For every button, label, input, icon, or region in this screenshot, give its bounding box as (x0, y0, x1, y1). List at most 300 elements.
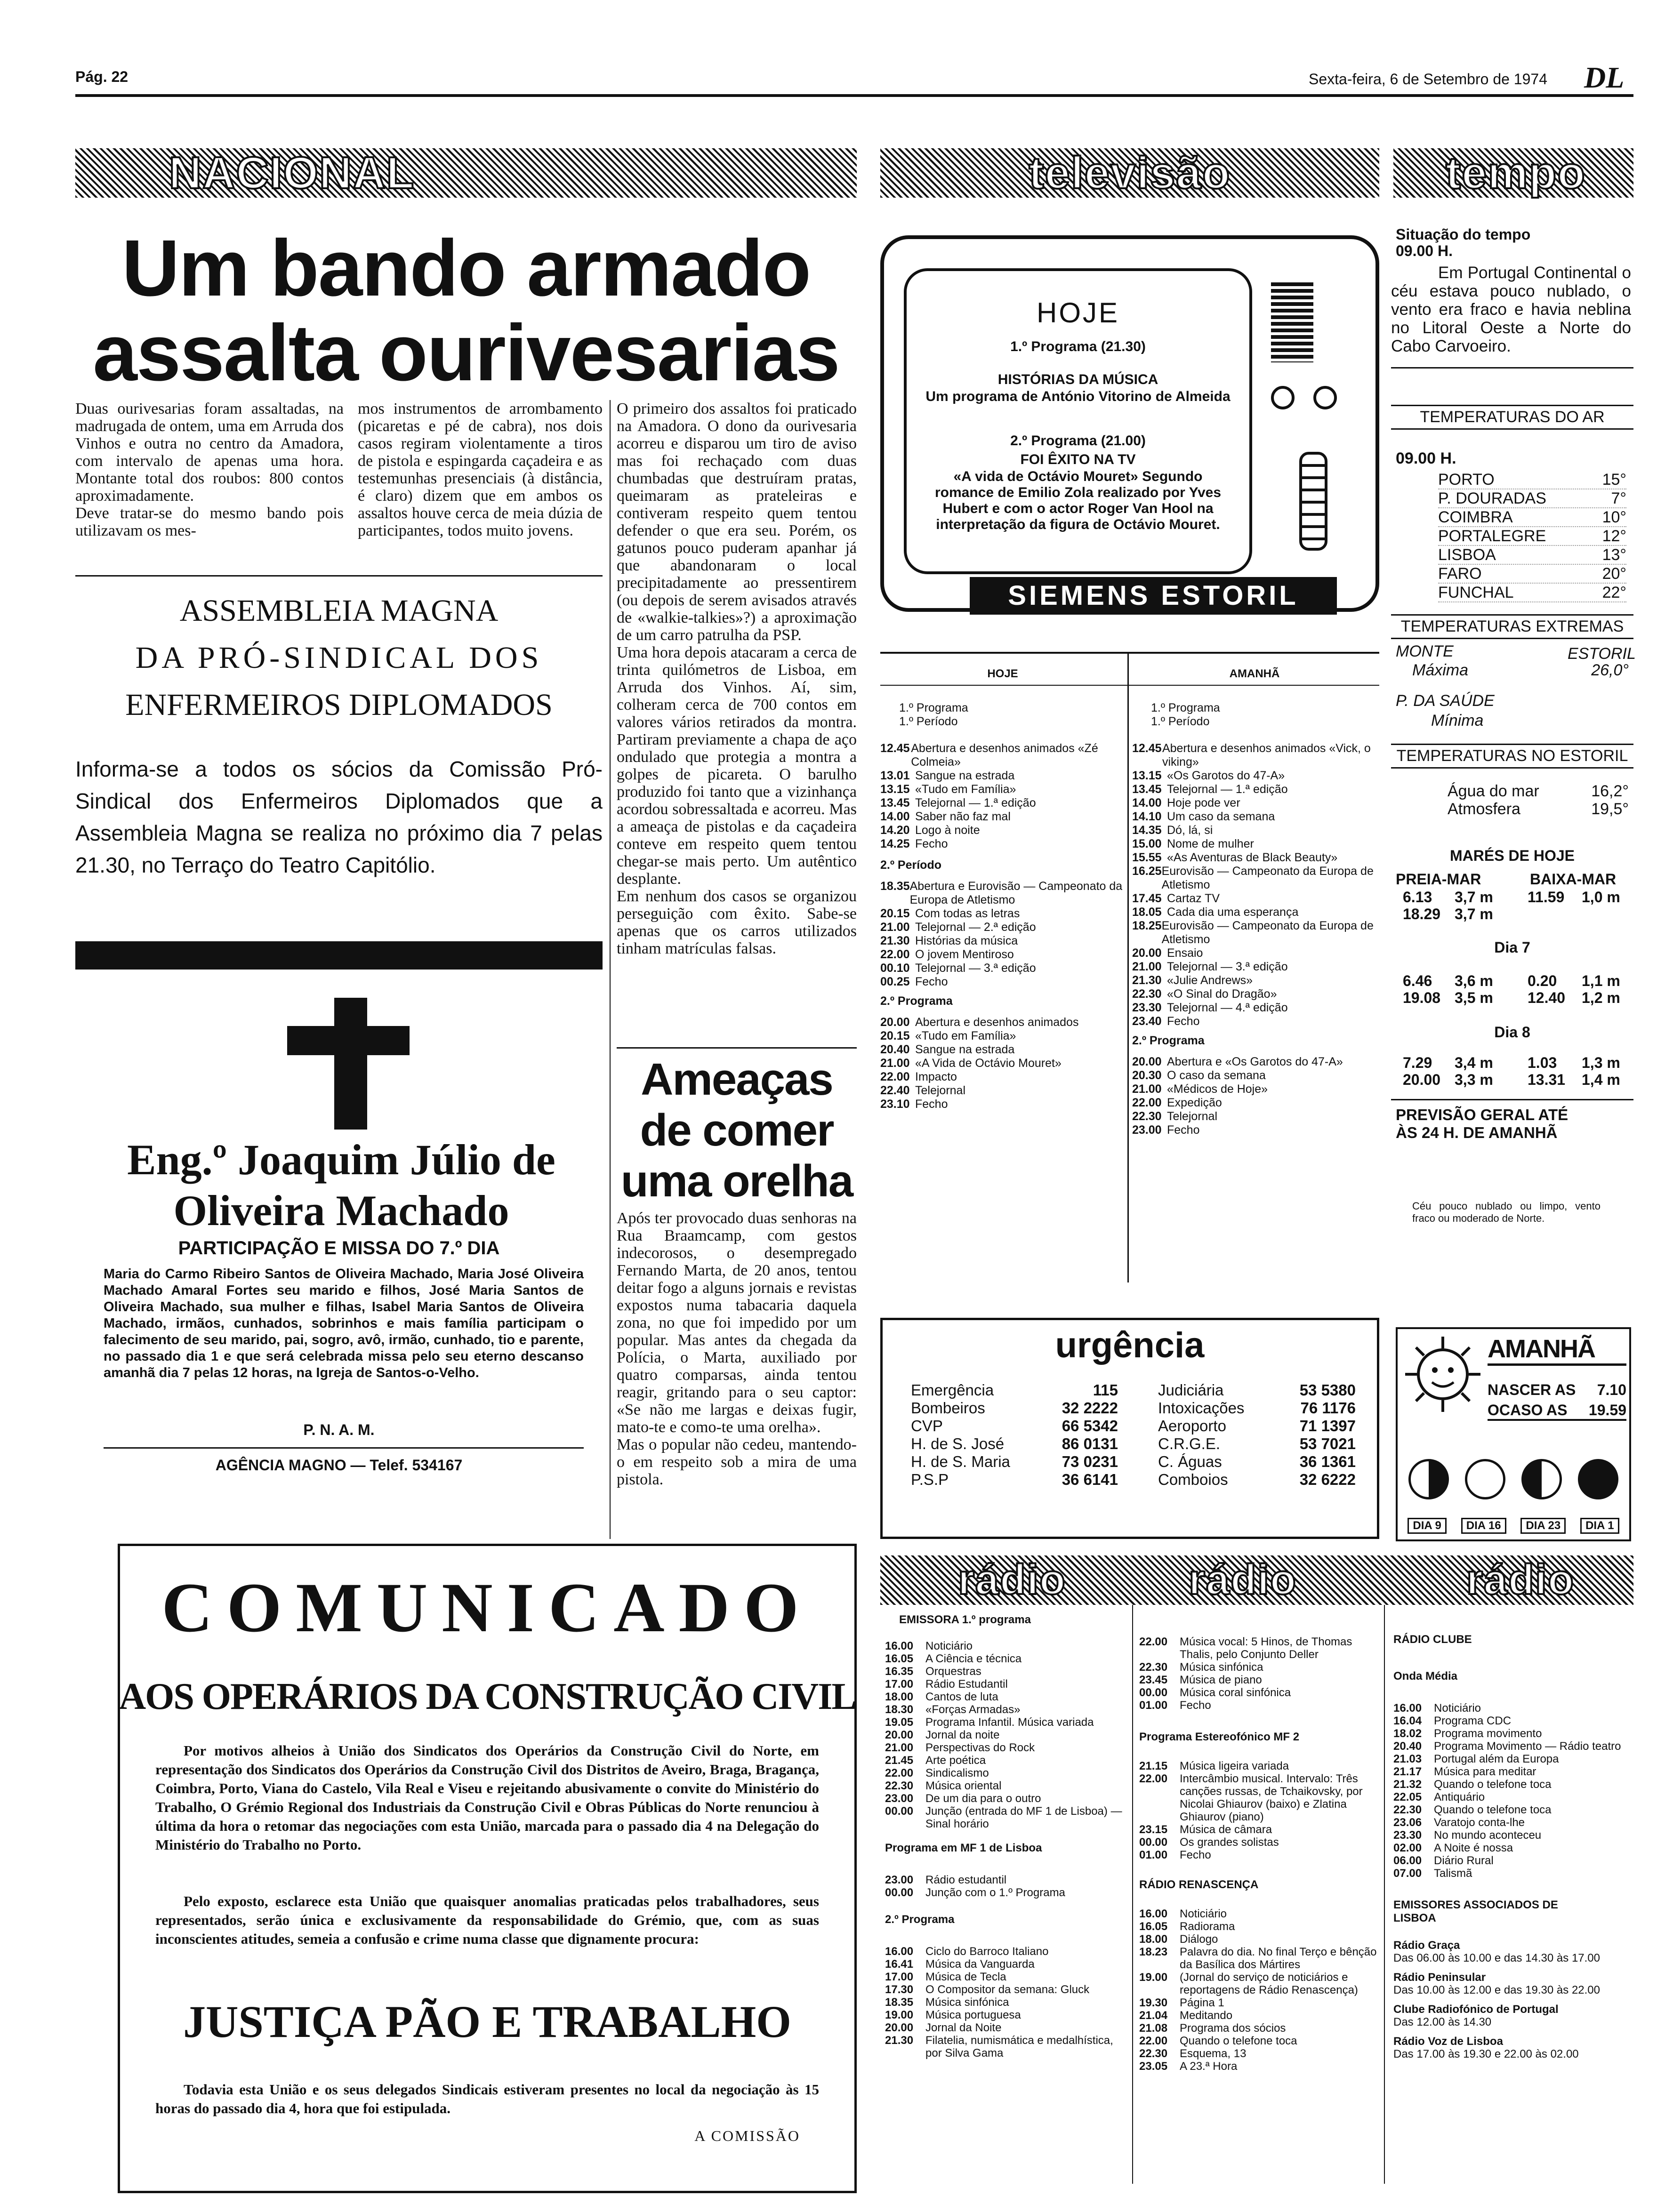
radio-row (1393, 1715, 1631, 1727)
schedule-time: 23.06 (1393, 1816, 1422, 1829)
newspaper-logo: DL (1584, 61, 1625, 94)
temps-title: TEMPERATURAS DO AR (1391, 405, 1633, 430)
ocaso-value: 19.59 (1588, 1402, 1626, 1419)
tempo-section-title: tempo (1446, 147, 1586, 198)
schedule-program: Varatojo conta-lhe (1434, 1816, 1525, 1829)
ocaso-row (1488, 1402, 1626, 1421)
urgencia-right-list (1158, 1381, 1356, 1489)
nacional-section-title: NACIONAL (169, 147, 415, 198)
radio-row (1393, 1816, 1631, 1829)
schedule-program: Impacto (915, 1070, 957, 1083)
schedule-time: 21.30 (885, 2034, 914, 2047)
radio-title-3: rádio (1466, 1556, 1575, 1603)
schedule-time: 20.00 (880, 1016, 910, 1029)
urgencia-phone: 53 7021 (1299, 1435, 1356, 1452)
atmosfera-label: Atmosfera (1448, 800, 1520, 818)
radio-row (885, 1652, 1127, 1665)
schedule-time: 22.30 (1132, 1110, 1162, 1123)
radio-vrule-2 (1384, 1605, 1385, 2184)
schedule-time: 13.15 (1132, 769, 1162, 782)
tide-value: 1.03 (1528, 1054, 1557, 1071)
ameacas-headline: Ameaças de comer uma orelha (620, 1054, 853, 1206)
schedule-row (1132, 1055, 1377, 1069)
tv-tomorrow-list-1 (1132, 742, 1377, 1028)
schedule-time: 18.00 (885, 1691, 914, 1703)
schedule-time: 16.35 (885, 1665, 914, 1678)
schedule-program: Música sinfónica (1180, 1661, 1263, 1674)
schedule-time: 18.00 (1139, 1933, 1168, 1946)
radio-row (885, 1754, 1127, 1767)
schedule-program: A Noite é nossa (1434, 1842, 1513, 1854)
tide-value: 13.31 (1528, 1071, 1566, 1088)
schedule-program: Radiorama (1180, 1920, 1235, 1933)
schedule-program: Jornal da Noite (925, 2021, 1002, 2034)
schedule-program: «Os Garotos do 47-A» (1167, 769, 1285, 782)
extremas-minima: Mínima (1431, 712, 1484, 729)
schedule-program: Dó, lá, si (1167, 824, 1213, 837)
schedule-row (880, 962, 1123, 975)
radio-row (1393, 1791, 1631, 1803)
radio-band (880, 1555, 1633, 1605)
schedule-program: Sangue na estrada (915, 1043, 1015, 1056)
tempo-rule-2 (1391, 1099, 1633, 1100)
schedule-time: 21.00 (880, 1057, 910, 1070)
schedule-program: Rádio Estudantil (925, 1678, 1008, 1691)
schedule-program: Abertura e desenhos animados (915, 1016, 1079, 1029)
tempo-text: Em Portugal Continental o céu estava pouco nublado, o vento era fraco e havia neblina no Litoral Oeste a Norte do Cabo Carvoeiro. (1391, 264, 1631, 355)
schedule-program: Telejornal — 2.ª edição (915, 921, 1036, 934)
radio-row (885, 1958, 1127, 1971)
urgencia-phone: 66 5342 (1062, 1417, 1118, 1435)
schedule-time: 21.17 (1393, 1765, 1422, 1778)
assembleia-body: Informa-se a todos os sócios da Comissão Pró-Sindical dos Enfermeiros Diplomados que a Assembleia Magna se realiza no próximo dia 7 pelas 21.30, no Terraço do Teatro Capitólio. (75, 757, 603, 877)
schedule-program: Noticiário (925, 1640, 973, 1652)
last-quarter-moon-icon (1521, 1459, 1562, 1499)
tv-grid-middle (1127, 652, 1129, 1282)
tide-value: 3,7 m (1455, 906, 1493, 922)
comunicado-p2: Pelo exposto, esclarece esta União que quaisquer anomalias praticadas pelos trabalhadores, seus representados, serão única e exclusivamente da responsabilidade do Grémio, que, com as suas inconscientes atitudes, semeia a confusão e crime numa classe que dignamente procura: (155, 1893, 819, 1947)
temperature-row (1438, 471, 1626, 489)
city-name: P. DOURADAS (1438, 489, 1546, 507)
schedule-program: Música coral sinfónica (1180, 1686, 1291, 1699)
schedule-row (880, 1043, 1123, 1057)
schedule-program: A Ciência e técnica (925, 1652, 1022, 1665)
renascenca-title: RÁDIO RENASCENÇA (1139, 1878, 1259, 1891)
tides-dia8 (1403, 1054, 1629, 1088)
assoc-list (1393, 1939, 1631, 2060)
schedule-program: O jovem Mentiroso (915, 948, 1014, 961)
clube-list (1393, 1702, 1631, 1880)
tide-value: 19.08 (1403, 989, 1441, 1006)
col2-list (1139, 1635, 1379, 1712)
schedule-row (1132, 769, 1377, 783)
schedule-row (880, 796, 1123, 810)
tv-prog2-time: 2.º Programa (21.00) (1010, 433, 1146, 449)
schedule-time: 17.00 (885, 1971, 914, 1983)
schedule-program: Antiquário (1434, 1791, 1485, 1803)
radio-row (1139, 2022, 1379, 2035)
radio-row (885, 1874, 1127, 1886)
schedule-time: 22.00 (1132, 1096, 1162, 1109)
schedule-row (1132, 1123, 1377, 1137)
schedule-program: Junção com o 1.º Programa (925, 1886, 1065, 1899)
urgencia-row (911, 1399, 1118, 1417)
schedule-row (880, 837, 1123, 851)
schedule-time: 18.02 (1393, 1727, 1422, 1740)
schedule-program: Intercâmbio musical. Intervalo: Três canções russas, de Tchaikovsky, por Nicolai Ghiaurov (baixo) e Zlatina Ghiaurov (piano) (1180, 1772, 1363, 1823)
schedule-program: Quando o telefone toca (1434, 1803, 1552, 1816)
tide-value: 1,1 m (1582, 972, 1620, 989)
schedule-program: O caso da semana (1167, 1069, 1266, 1082)
radio-row (885, 1741, 1127, 1754)
atmosfera-value: 19,5° (1591, 800, 1629, 818)
tv-tomorrow-schedule (1132, 701, 1377, 1137)
header-rule (75, 94, 1633, 97)
nacional-col1: Duas ourivesarias foram assaltadas, na madrugada de ontem, uma em Arruda dos Vinhos e outra no centro da Amadora, com intervalo de apenas uma hora. Montante total dos roubos: 800 contos aproximadamente. Deve tratar-se do mesmo bando pois utilizavam os mes- (75, 400, 344, 539)
radio-row (1393, 1740, 1631, 1753)
comunicado-p1: Por motivos alheios à União dos Sindicatos dos Operários da Construção Civil do Norte, em representação dos Sindicatos dos Operários da Construção Civil dos Distritos de Aveiro, Braga, Bragança, Coimbra, Porto, Viana do Castelo, Vila Real e Viseu e rejeitando abusivamente o convite do Ministério do Trabalho, O Grémio Regional dos Industriais da Construção Civil e Obras Públicas do Norte renunciou à última da hora o retomar das negociações com esta União, marcada para o passado dia 4 na Delegação do Ministério do Trabalho no Porto. (155, 1742, 819, 1853)
maxima-label: Máxima (1412, 661, 1469, 679)
schedule-time: 22.30 (1139, 2047, 1168, 2060)
urgencia-row (911, 1417, 1118, 1435)
tv-today-prog2: 2.º Programa (880, 994, 953, 1008)
vertical-rule-1 (610, 400, 611, 1539)
schedule-time: 00.10 (880, 962, 910, 975)
schedule-row (880, 1098, 1123, 1111)
radio-row (1139, 2035, 1379, 2047)
obituary-subtitle: PARTICIPAÇÃO E MISSA DO 7.º DIA (178, 1238, 500, 1258)
radio-row (885, 2021, 1127, 2034)
schedule-time: 14.20 (880, 824, 910, 837)
tv-col-today: HOJE (987, 667, 1018, 680)
schedule-program: Abertura e desenhos animados «Zé Colmeia» (911, 742, 1098, 769)
comunicado-subtitle: AOS OPERÁRIOS DA CONSTRUÇÃO CIVIL (119, 1676, 856, 1717)
city-temp: 13° (1602, 546, 1626, 564)
radio-row (885, 1703, 1127, 1716)
schedule-time: 23.30 (1132, 1001, 1162, 1014)
schedule-program: Ciclo do Barroco Italiano (925, 1945, 1049, 1958)
schedule-time: 21.03 (1393, 1753, 1422, 1765)
schedule-program: Telejornal — 4.ª edição (1167, 1001, 1288, 1014)
schedule-program: Fecho (1180, 1849, 1211, 1861)
radio-row (885, 2034, 1127, 2060)
radio-row (1393, 1753, 1631, 1765)
city-temp: 20° (1602, 565, 1626, 583)
temperature-row (1438, 546, 1626, 565)
schedule-program: Música oriental (925, 1779, 1002, 1792)
schedule-row (1132, 742, 1377, 769)
tide-value: 1,0 m (1582, 889, 1620, 906)
tide-row (1403, 1071, 1629, 1088)
schedule-program: Junção (entrada do MF 1 de Lisboa) — Sinal horário (925, 1805, 1122, 1830)
schedule-program: Quando o telefone toca (1180, 2035, 1297, 2047)
schedule-time: 13.15 (880, 783, 910, 796)
tide-value: 1,4 m (1582, 1071, 1620, 1088)
tv-show2-desc: «A vida de Octávio Mouret» Segundo romance de Emilio Zola realizado por Yves Hubert e com o actor Roger Van Hool na interpretação da figura de Octávio Mouret. (935, 469, 1221, 532)
schedule-program: Sangue na estrada (915, 769, 1015, 782)
schedule-program: Cantos de luta (925, 1691, 998, 1703)
temperature-row (1438, 565, 1626, 584)
schedule-time: 16.04 (1393, 1715, 1422, 1727)
full-moon-icon (1465, 1459, 1505, 1499)
schedule-time: 15.55 (1132, 851, 1162, 864)
radio-row (1139, 1686, 1379, 1699)
schedule-program: Noticiário (1434, 1702, 1481, 1715)
prog2-title: 2.º Programa (885, 1913, 955, 1926)
schedule-row (1132, 892, 1377, 906)
radio-vrule-1 (1132, 1605, 1133, 2184)
schedule-time: 20.00 (885, 1729, 914, 1741)
schedule-row (880, 1029, 1123, 1043)
city-temp: 10° (1602, 508, 1626, 526)
radio-row (1139, 1849, 1379, 1861)
tide-value: 3,7 m (1455, 889, 1493, 906)
onda-media: Onda Média (1393, 1670, 1458, 1683)
page-number: Pág. 22 (75, 68, 129, 85)
city-temp: 7° (1611, 489, 1626, 507)
schedule-time: 22.00 (880, 948, 910, 961)
schedule-time: 18.35 (880, 880, 910, 893)
schedule-row (1132, 906, 1377, 919)
city-temp: 22° (1602, 584, 1626, 601)
radio-row (885, 1971, 1127, 1983)
obituary-black-bar (75, 941, 603, 970)
city-name: LISBOA (1438, 546, 1496, 564)
urgencia-name: Intoxicações (1158, 1399, 1245, 1417)
schedule-time: 21.04 (1139, 2009, 1168, 2022)
prog2-list (885, 1945, 1127, 2060)
schedule-program: Jornal da noite (925, 1729, 1000, 1741)
radio-row (1139, 2060, 1379, 2073)
radio-row (1139, 1760, 1379, 1772)
schedule-time: 14.00 (880, 810, 910, 823)
schedule-program: Música sinfónica (925, 1996, 1009, 2009)
schedule-time: 18.05 (1132, 906, 1162, 919)
schedule-time: 18.23 (1139, 1946, 1168, 1958)
schedule-program: Filatelia, numismática e medalhística, por Silva Gama (925, 2034, 1113, 2060)
schedule-time: 19.05 (885, 1716, 914, 1729)
comunicado-p3: Todavia esta União e os seus delegados Sindicais estiveram presentes no local da negociação às 15 horas do passado dia 4, hora que foi estipulada. (155, 2081, 819, 2116)
schedule-row (1132, 1015, 1377, 1028)
schedule-time: 20.00 (885, 2021, 914, 2034)
moon-day-label: DIA 9 (1408, 1518, 1446, 1534)
city-name: PORTALEGRE (1438, 527, 1546, 545)
schedule-program: Telejornal (1167, 1110, 1218, 1123)
schedule-program: (Jornal do serviço de noticiários e reportagens de Rádio Renascença) (1180, 1971, 1358, 1996)
assoc-hours: Das 06.00 às 10.00 e das 14.30 às 17.00 (1393, 1952, 1600, 1964)
urgencia-phone: 115 (1093, 1381, 1118, 1399)
urgencia-row (1158, 1471, 1356, 1489)
estoril-title: TEMPERATURAS NO ESTORIL (1391, 744, 1633, 769)
schedule-time: 22.05 (1393, 1791, 1422, 1803)
radio-row (1139, 1971, 1379, 1996)
schedule-program: Fecho (915, 1098, 948, 1111)
schedule-program: Fecho (1180, 1699, 1211, 1712)
schedule-program: Diálogo (1180, 1933, 1218, 1946)
schedule-time: 22.00 (1139, 1635, 1168, 1648)
schedule-program: «A Vida de Octávio Mouret» (915, 1057, 1062, 1070)
temperature-row (1438, 508, 1626, 527)
tempo-band (1393, 148, 1633, 198)
obituary-pnam: P. N. A. M. (303, 1421, 375, 1438)
radio-row (885, 1691, 1127, 1703)
radio-row (1139, 2047, 1379, 2060)
schedule-time: 16.00 (1139, 1907, 1168, 1920)
schedule-time: 20.15 (880, 907, 910, 920)
urgencia-phone: 86 0131 (1062, 1435, 1118, 1452)
urgencia-title: urgência (1055, 1325, 1205, 1365)
tide-value: 7.29 (1403, 1054, 1432, 1071)
urgencia-name: Bombeiros (911, 1399, 985, 1417)
tv-today-list-3 (880, 1016, 1123, 1111)
schedule-program: Música de Tecla (925, 1971, 1006, 1983)
urgencia-left-list (911, 1381, 1118, 1489)
schedule-program: Eurovisão — Campeonato da Europa de Atletismo (1161, 865, 1374, 891)
schedule-time: 17.45 (1132, 892, 1162, 905)
schedule-row (1132, 837, 1377, 851)
tv-tomorrow-period1: 1.º Período (1151, 715, 1210, 728)
schedule-row (1132, 946, 1377, 960)
renascenca-list (1139, 1907, 1379, 2073)
moon-phases (1400, 1459, 1626, 1499)
extremas-estoril: ESTORIL (1568, 645, 1636, 663)
schedule-time: 21.30 (1132, 974, 1162, 987)
radio-row (1139, 1699, 1379, 1712)
tide-value: 3,6 m (1455, 972, 1493, 989)
schedule-time: 12.45 (880, 742, 910, 755)
schedule-program: Com todas as letras (915, 907, 1020, 920)
tv-prog1-time: 1.º Programa (21.30) (1010, 339, 1146, 354)
schedule-program: Os grandes solistas (1180, 1836, 1279, 1849)
nacional-col2: mos instrumentos de arrombamento (picaretas e pé de cabra), nos dois casos regiram violentamente a tiros de pistola e espingarda caçadeira e as testemunhas presenciais (à distância, é claro) dizem que em ambos os assaltos houve cerca de meia dúzia de participantes, todos muito jovens. (358, 400, 603, 539)
schedule-program: Música de piano (1180, 1674, 1262, 1686)
tide-value: 18.29 (1403, 906, 1441, 922)
radio-row (885, 1886, 1127, 1899)
schedule-time: 16.25 (1132, 865, 1162, 878)
nascer-label: NASCER AS (1488, 1381, 1576, 1398)
radio-row (1393, 1702, 1631, 1715)
extremas-maxima (1412, 661, 1629, 680)
schedule-time: 19.00 (1139, 1971, 1168, 1984)
radio-row (885, 1996, 1127, 2009)
schedule-row (880, 783, 1123, 796)
tv-band (880, 148, 1379, 198)
urgencia-name: CVP (911, 1417, 943, 1435)
schedule-time: 21.45 (885, 1754, 914, 1767)
radio-row (1139, 1907, 1379, 1920)
schedule-program: Talismã (1434, 1867, 1472, 1880)
radio-row (1139, 1823, 1379, 1836)
urgencia-name: H. de S. Maria (911, 1453, 1010, 1470)
tides-today (1403, 889, 1629, 922)
schedule-row (1132, 987, 1377, 1001)
schedule-time: 22.00 (885, 1767, 914, 1779)
tv-sponsor-banner: SIEMENS ESTORIL (970, 577, 1337, 615)
schedule-program: Um caso da semana (1167, 810, 1275, 823)
schedule-program: Meditando (1180, 2009, 1233, 2022)
city-name: FUNCHAL (1438, 584, 1514, 601)
schedule-row (1132, 796, 1377, 810)
schedule-row (1132, 1110, 1377, 1123)
baixa-label: BAIXA-MAR (1530, 871, 1617, 888)
urgencia-row (911, 1381, 1118, 1399)
schedule-program: Abertura e «Os Garotos do 47-A» (1167, 1055, 1343, 1068)
tv-today-period1: 1.º Período (899, 715, 958, 728)
schedule-time: 14.00 (1132, 796, 1162, 809)
assoc-station: Rádio Peninsular (1393, 1971, 1486, 1984)
radio-row (885, 1678, 1127, 1691)
schedule-time: 16.00 (885, 1640, 914, 1652)
schedule-time: 00.00 (1139, 1686, 1168, 1699)
tide-row (1403, 972, 1629, 989)
obituary-body: Maria do Carmo Ribeiro Santos de Oliveira Machado, Maria José Oliveira Machado Amaral Fortes seu marido e filhos, José Maria Santos de Oliveira Machado, sua mulher e filhas, Isabel Maria Santos de Oliveira Machado, irmãos, cunhados, sobrinhos e mais família participam o falecimento de seu marido, pai, sogro, avô, irmão, cunhado, tio e parente, no passado dia 1 e que será celebrada missa pelo seu eterno descanso amanhã dia 7 pelas 12 horas, na Igreja de Santos-o-Velho. (104, 1266, 584, 1380)
urgencia-row (911, 1471, 1118, 1489)
radio-row (885, 1665, 1127, 1678)
radio-row (1393, 1854, 1631, 1867)
tv-speaker-grille (1271, 282, 1313, 362)
schedule-row (1132, 824, 1377, 837)
schedule-program: Palavra do dia. No final Terço e bênção da Basílica dos Mártires (1180, 1946, 1377, 1971)
new-moon-icon (1578, 1459, 1618, 1499)
schedule-program: «As Aventuras de Black Beauty» (1167, 851, 1338, 864)
schedule-time: 23.15 (1139, 1823, 1168, 1836)
schedule-program: Quando o telefone toca (1434, 1778, 1552, 1791)
urgencia-row (1158, 1399, 1356, 1417)
tide-row (1403, 906, 1629, 922)
preia-label: PREIA-MAR (1396, 871, 1481, 888)
schedule-row (880, 1016, 1123, 1029)
assembleia-title-1: ASSEMBLEIA MAGNA (179, 593, 499, 628)
urgencia-phone: 32 2222 (1062, 1399, 1118, 1417)
tempo-rule-1 (1391, 367, 1633, 369)
schedule-time: 22.00 (880, 1070, 910, 1083)
schedule-row (880, 921, 1123, 934)
schedule-time: 22.00 (1139, 2035, 1168, 2047)
comunicado-title: COMUNICADO (161, 1569, 813, 1647)
schedule-time: 16.41 (885, 1958, 914, 1971)
schedule-time: 23.10 (880, 1098, 910, 1111)
schedule-row (880, 948, 1123, 962)
schedule-program: Histórias da música (915, 934, 1018, 947)
urgencia-name: C.R.G.E. (1158, 1435, 1221, 1452)
ocaso-label: OCASO AS (1488, 1402, 1568, 1419)
schedule-time: 23.00 (885, 1874, 914, 1886)
radio-row (885, 1729, 1127, 1741)
mf2-title: Programa Estereofónico MF 2 (1139, 1731, 1300, 1743)
city-name: COIMBRA (1438, 508, 1513, 526)
nacional-headline-1: Um bando armado (121, 224, 811, 313)
radio-col-2 (1139, 1635, 1379, 2073)
ameacas-top-rule (617, 1047, 857, 1049)
tempo-situacao: Situação do tempo (1396, 226, 1531, 243)
tv-knob-right (1313, 386, 1337, 409)
radio-row (885, 1945, 1127, 1958)
tide-value: 3,5 m (1455, 989, 1493, 1006)
nascer-value: 7.10 (1597, 1381, 1626, 1398)
schedule-row (1132, 865, 1377, 892)
tv-tomorrow-list-2 (1132, 1055, 1377, 1137)
schedule-program: Hoje pode ver (1167, 796, 1240, 809)
schedule-program: Telejornal — 3.ª edição (1167, 960, 1288, 973)
tv-today-period2: 2.º Período (880, 858, 941, 872)
schedule-time: 17.30 (885, 1983, 914, 1996)
schedule-program: Eurovisão — Campeonato da Europa de Atletismo (1161, 919, 1374, 946)
maxima-value: 26,0° (1591, 661, 1629, 679)
schedule-program: Programa movimento (1434, 1727, 1542, 1740)
estoril-atmosfera (1448, 800, 1629, 818)
assoc-hours: Das 17.00 às 19.30 e 22.00 às 02.00 (1393, 2048, 1579, 2060)
radio-row (1393, 1867, 1631, 1880)
